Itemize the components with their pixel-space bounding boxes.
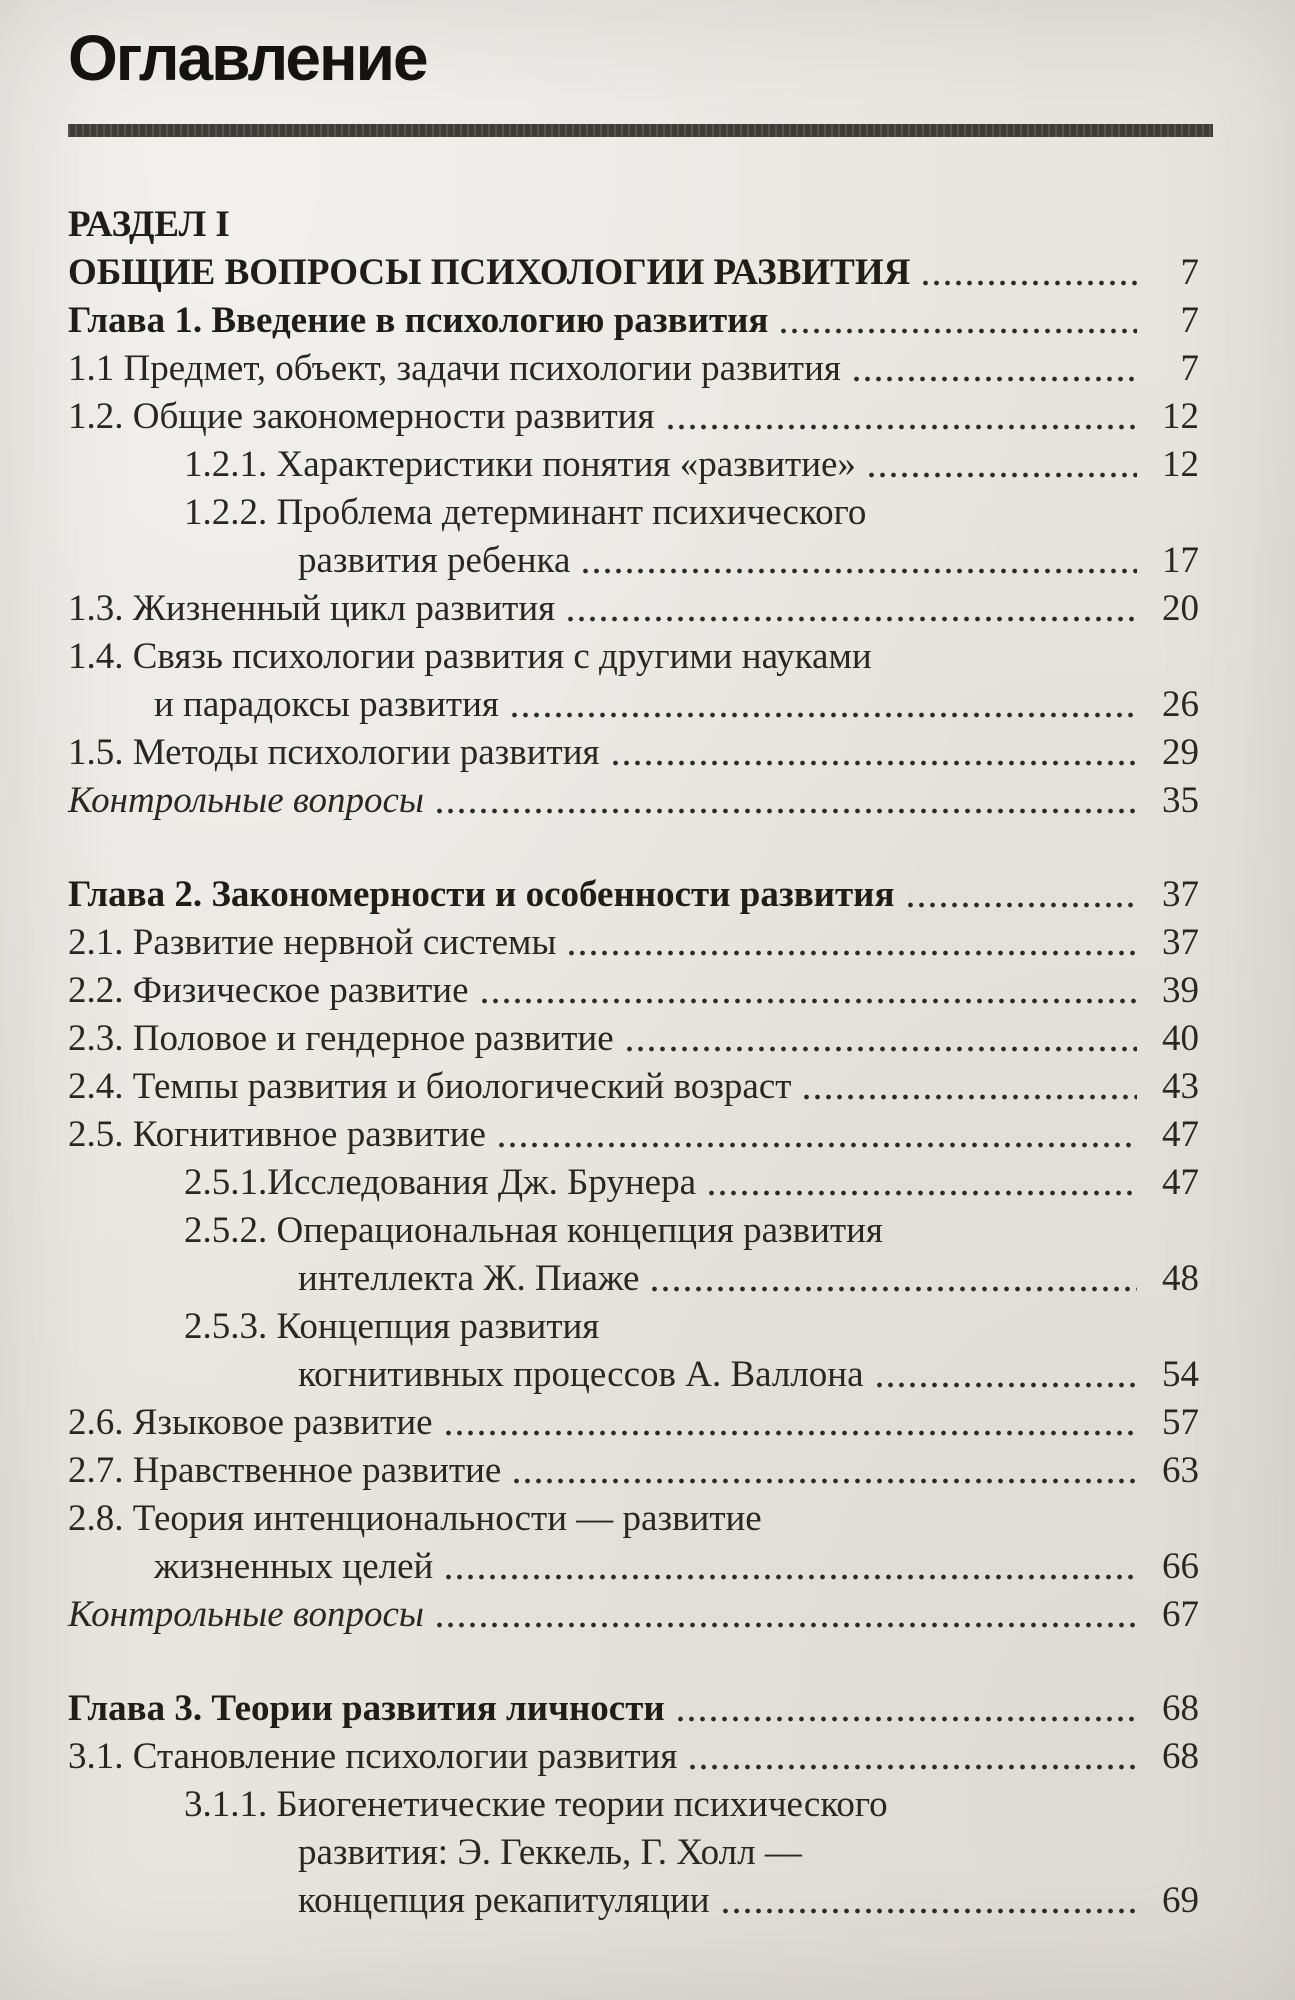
toc-entry-text: Глава 1. Введение в психологию развития <box>68 300 769 341</box>
toc-entry-text: когнитивных процессов А. Валлона <box>298 1354 864 1395</box>
leader-dots <box>675 1714 1137 1724</box>
toc-entry-text: 3.1. Становление психологии развития <box>68 1736 678 1777</box>
toc-entry <box>68 345 1199 393</box>
page-number: 39 <box>1162 970 1199 1011</box>
toc-entry <box>68 729 1199 777</box>
toc-entry <box>68 1015 1199 1063</box>
toc-entry <box>68 967 1199 1015</box>
toc-entry-row <box>68 777 1199 825</box>
leader-dots <box>496 1140 1137 1150</box>
toc-entry <box>68 1685 1199 1733</box>
toc-entry <box>68 441 1199 489</box>
toc-entry-row <box>68 1111 1199 1159</box>
leader-dots <box>479 996 1138 1006</box>
page-number: 63 <box>1162 1450 1199 1491</box>
toc-entry-text: РАЗДЕЛ I <box>68 204 230 245</box>
leader-dots <box>566 948 1137 958</box>
toc-entry-row <box>68 585 1199 633</box>
page-title: Оглавление <box>68 22 427 94</box>
toc-entry-row <box>68 729 1199 777</box>
toc-entry-text: 2.5.3. Концепция развития <box>184 1306 600 1347</box>
toc-entry-text: 1.2.1. Характеристики понятия «развитие» <box>184 444 856 485</box>
toc-list <box>68 201 1213 1925</box>
toc-entry <box>68 489 1199 585</box>
page-number: 17 <box>1162 540 1199 581</box>
leader-dots <box>665 422 1138 432</box>
toc-entry-text: развития ребенка <box>298 540 571 581</box>
toc-entry-text: Глава 2. Закономерности и особенности развития <box>68 874 895 915</box>
toc-entry-row <box>68 1685 1199 1733</box>
toc-entry <box>68 297 1199 345</box>
toc-entry-text: Контрольные вопросы <box>68 780 424 821</box>
toc-entry-text: жизненных целей <box>154 1546 434 1587</box>
leader-dots <box>565 614 1137 624</box>
toc-entry-row <box>68 1015 1199 1063</box>
toc-entry-text: 2.6. Языковое развитие <box>68 1402 433 1443</box>
toc-entry <box>68 393 1199 441</box>
toc-entry-text: развития: Э. Геккель, Г. Холл — <box>298 1832 802 1873</box>
toc-entry-text: 3.1.1. Биогенетические теории психического <box>184 1784 888 1825</box>
toc-entry <box>68 871 1199 919</box>
page-number: 12 <box>1162 396 1199 437</box>
leader-dots <box>509 710 1137 720</box>
page-number: 67 <box>1162 1594 1199 1635</box>
toc-entry-row <box>68 249 1199 297</box>
toc-entry <box>68 1447 1199 1495</box>
page-number: 35 <box>1162 780 1199 821</box>
toc-entry-row <box>68 871 1199 919</box>
toc-entry-text: 2.5. Когнитивное развитие <box>68 1114 486 1155</box>
toc-entry-row <box>68 345 1199 393</box>
toc-entry-text: концепция рекапитуляции <box>298 1880 710 1921</box>
toc-entry-text: 2.7. Нравственное развитие <box>68 1450 502 1491</box>
page-number: 40 <box>1162 1018 1199 1059</box>
toc-entry <box>68 777 1199 825</box>
toc-entry-text: ОБЩИЕ ВОПРОСЫ ПСИХОЛОГИИ РАЗВИТИЯ <box>68 252 911 293</box>
page-number: 68 <box>1162 1688 1199 1729</box>
toc-entry-row <box>68 1733 1199 1781</box>
toc-entry-row <box>68 1399 1199 1447</box>
toc-entry-row <box>68 1063 1199 1111</box>
leader-dots <box>580 566 1137 576</box>
toc-entry-row <box>68 1351 1199 1399</box>
leader-dots <box>443 1428 1137 1438</box>
toc-entry-row <box>68 393 1199 441</box>
page-number: 12 <box>1162 444 1199 485</box>
toc-entry-row <box>68 1877 1199 1925</box>
leader-dots <box>443 1572 1137 1582</box>
page-number: 48 <box>1162 1258 1199 1299</box>
page-number: 29 <box>1162 732 1199 773</box>
leader-dots <box>866 470 1137 480</box>
toc-entry-row <box>68 967 1199 1015</box>
page-number: 43 <box>1162 1066 1199 1107</box>
toc-entry <box>68 633 1199 729</box>
toc-entry-text: 1.2.2. Проблема детерминант психического <box>184 492 867 533</box>
leader-dots <box>434 1620 1137 1630</box>
toc-entry-text: и парадоксы развития <box>154 684 499 725</box>
toc-entry <box>68 585 1199 633</box>
toc-entry-text: Контрольные вопросы <box>68 1594 424 1635</box>
toc-entry-text: 2.4. Темпы развития и биологический возраст <box>68 1066 792 1107</box>
page-number: 47 <box>1162 1114 1199 1155</box>
page-number: 7 <box>1180 300 1199 341</box>
page-number: 47 <box>1162 1162 1199 1203</box>
page-number: 66 <box>1162 1546 1199 1587</box>
page-number: 54 <box>1162 1354 1199 1395</box>
toc-entry <box>68 1591 1199 1639</box>
leader-dots <box>610 758 1137 768</box>
page-number: 7 <box>1180 252 1199 293</box>
toc-entry-text: 1.4. Связь психологии развития с другими науками <box>68 636 872 677</box>
leader-dots <box>511 1476 1137 1486</box>
toc-entry-row <box>68 1159 1199 1207</box>
toc-entry-text: 2.5.2. Операциональная концепция развития <box>184 1210 883 1251</box>
toc-entry-row <box>68 1591 1199 1639</box>
toc-entry-text: 2.8. Теория интенциональности — развитие <box>68 1498 762 1539</box>
toc-entry-row <box>68 1255 1199 1303</box>
toc-entry <box>68 1399 1199 1447</box>
toc-entry-row <box>68 297 1199 345</box>
toc-entry-text: 1.5. Методы психологии развития <box>68 732 600 773</box>
toc-entry <box>68 1207 1199 1303</box>
toc-entry-row <box>68 919 1199 967</box>
leader-dots <box>851 374 1137 384</box>
page-number: 69 <box>1162 1880 1199 1921</box>
page-number: 37 <box>1162 874 1199 915</box>
toc-entry <box>68 1303 1199 1399</box>
toc-entry-text: 2.2. Физическое развитие <box>68 970 469 1011</box>
toc-entry-row <box>68 537 1199 585</box>
toc-entry-row <box>68 441 1199 489</box>
page-number: 68 <box>1162 1736 1199 1777</box>
toc-entry <box>68 1111 1199 1159</box>
toc-entry-text: 2.1. Развитие нервной системы <box>68 922 557 963</box>
leader-dots <box>801 1092 1137 1102</box>
toc-entry <box>68 1495 1199 1591</box>
leader-dots <box>778 326 1137 336</box>
leader-dots <box>720 1906 1137 1916</box>
toc-entry-text: 2.5.1.Исследования Дж. Брунера <box>184 1162 697 1203</box>
toc-entry-text: интеллекта Ж. Пиаже <box>298 1258 640 1299</box>
leader-dots <box>649 1284 1137 1294</box>
title-rule <box>68 124 1213 137</box>
toc-entry <box>68 1733 1199 1781</box>
page-number: 57 <box>1162 1402 1199 1443</box>
toc-entry-text: 2.3. Половое и гендерное развитие <box>68 1018 614 1059</box>
page-number: 20 <box>1162 588 1199 629</box>
toc-entry-text: 1.2. Общие закономерности развития <box>68 396 655 437</box>
page-number: 37 <box>1162 922 1199 963</box>
leader-dots <box>706 1188 1137 1198</box>
leader-dots <box>624 1044 1137 1054</box>
toc-entry-row <box>68 681 1199 729</box>
toc-entry <box>68 201 1199 297</box>
page-number: 7 <box>1180 348 1199 389</box>
leader-dots <box>920 278 1137 288</box>
toc-entry <box>68 919 1199 967</box>
toc-entry <box>68 1159 1199 1207</box>
page-number: 26 <box>1162 684 1199 725</box>
leader-dots <box>434 806 1137 816</box>
toc-entry-text: 1.3. Жизненный цикл развития <box>68 588 556 629</box>
toc-entry <box>68 1781 1199 1925</box>
leader-dots <box>874 1380 1137 1390</box>
toc-entry-text: Глава 3. Теории развития личности <box>68 1688 665 1729</box>
toc-entry <box>68 1063 1199 1111</box>
toc-entry-text: 1.1 Предмет, объект, задачи психологии развития <box>68 348 841 389</box>
leader-dots <box>905 900 1137 910</box>
leader-dots <box>687 1762 1137 1772</box>
toc-entry-row <box>68 1543 1199 1591</box>
toc-entry-row <box>68 1447 1199 1495</box>
